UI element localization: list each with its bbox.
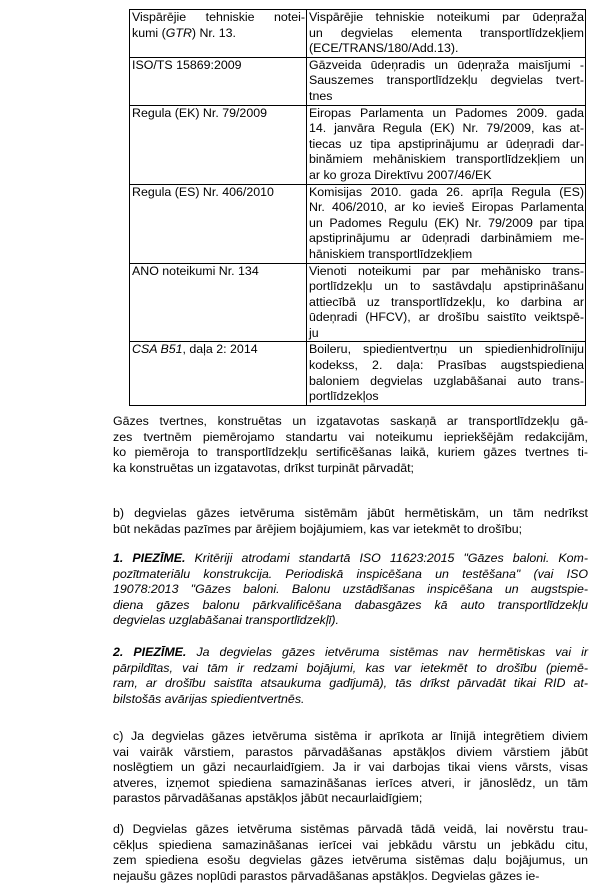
reference-description-line: ar ko groza Direktīvu 2007/46/EK	[309, 167, 492, 182]
table-row	[130, 263, 586, 342]
paragraph-line: Gāzes tvertnes, konstruētas un izgatavotas saskaņā ar transportlīdzekļu gā-	[113, 414, 588, 428]
reference-description-line: Gāzveida ūdeņradis un ūdeņraža maisījumi -	[309, 57, 584, 72]
paragraph-line: pozītmateriālu konstrukcija. Periodiskā inspicēšana un testēšana" (vai ISO	[113, 566, 588, 581]
paragraph-line: pārpildītas, vai tām ir redzami bojājumi, kas var ietekmēt to drošību (piemē-	[113, 660, 588, 675]
reference-id-line: Regula (ES) Nr. 406/2010	[132, 184, 274, 199]
reference-description-line: apstiprinājumu ar ūdeņradi darbināmiem me-	[309, 231, 584, 246]
paragraph-line: būt nekādas pazīmes par ārējiem bojājumiem, kas var ietekmēt to drošību;	[113, 521, 523, 536]
paragraph-line: Kritēriji atrodami standartā ISO 11623:2015 "Gāzes baloni. Kom-	[194, 551, 588, 565]
table-row	[130, 342, 586, 405]
paragraph-line: cēkļus spiediena samazināšanas ierīcei vai jebkādu vārstu un jebkādu citu,	[113, 837, 588, 852]
note-paragraph	[113, 645, 588, 707]
reference-description-line: 14. janvāra Regula (EK) Nr. 79/2009, kas at-	[309, 121, 584, 136]
paragraph-line: zem spiediena esošu degvielas gāzes ietvēruma sistēmas daļu bojājumus, un	[113, 853, 588, 868]
paragraph-line: d) Degvielas gāzes ietvēruma sistēmas pārvadā tādā veidā, lai novērstu trau-	[113, 822, 588, 836]
reference-description-cell	[307, 342, 586, 405]
reference-id-line: kumi (GTR) Nr. 13.	[132, 25, 236, 40]
reference-id-line: Regula (EK) Nr. 79/2009	[132, 105, 267, 120]
reference-id-cell	[130, 10, 307, 58]
paragraph-line: atveres, izņemot spiediena samazināšanas ierīces atveri, ir jānoslēdz, un tām	[113, 775, 588, 790]
reference-description-line: Komisijas 2010. gada 26. aprīļa Regula (ES)	[309, 184, 584, 199]
paragraph-line: zes tvertnēm piemērojamo standartu vai noteikumu iepriekšējām redakcijām,	[113, 429, 588, 444]
reference-description-line: Nr. 406/2010, ar ko ievieš Eiropas Parlamenta	[309, 200, 584, 215]
note-label: 2. PIEZĪME.	[113, 645, 187, 659]
body-paragraph	[113, 822, 588, 884]
reference-description-line: Sauszemes transportlīdzekļu degvielas tvert-	[309, 73, 584, 88]
paragraph-line: vai vairāk vārstiem, parastos pārvadāšanas apstākļos diviem vārstiem jābūt	[113, 744, 588, 759]
paragraph-line: parastos pārvadāšanas apstākļos jābūt necaurlaidīgiem;	[113, 791, 423, 806]
paragraph-line: diena gāzes balonu pārkvalificēšana dabasgāzes kā auto transportlīdzekļu	[113, 597, 588, 612]
reference-description-cell	[307, 105, 586, 184]
reference-id-cell	[130, 105, 307, 184]
reference-id-cell	[130, 57, 307, 105]
reference-description-line: tnes	[309, 88, 333, 103]
reference-description-line: portlīdzekļos	[309, 389, 379, 404]
reference-description-line: attiecībā uz transportlīdzekļu, ko darbina ar	[309, 294, 584, 309]
reference-description-line: un degvielas elementa transportlīdzekļiem	[309, 25, 584, 40]
reference-description-line: Boileru, spiedientvertņu un spiedienhidrolīniju	[309, 342, 584, 357]
paragraph-line: 19078:2013 "Gāzes baloni. Balonu uzstādīšanas inspicēšana un augstspie-	[113, 582, 588, 597]
table-row	[130, 10, 586, 58]
table-row	[130, 184, 586, 263]
reference-description-line: Vispārējie tehniskie noteikumi par ūdeņraža	[309, 10, 584, 24]
body-paragraph	[113, 506, 588, 537]
paragraph-line: ko piemēroja to transportlīdzekļu sertificēšanas laikā, kuriem gāzes tvertnes ti-	[113, 445, 588, 460]
body-paragraph	[113, 414, 588, 476]
reference-description-line: ju	[309, 325, 319, 340]
reference-description-line: hāniskiem transportlīdzekļiem	[309, 246, 473, 261]
reference-description-cell	[307, 57, 586, 105]
paragraph-line: noslēgtiem un gāzi necaurlaidīgiem. Ja ir vai darbojas tikai viens vārsts, visas	[113, 760, 588, 775]
paragraph-line: ka konstruētas un izgatavotas, drīkst turpināt pārvadāt;	[113, 460, 414, 475]
reference-description-line: Eiropas Parlamenta un Padomes 2009. gada	[309, 105, 584, 120]
reference-description-line: ūdeņradi (HFCV), ar drošību saistīto veiktspē-	[309, 310, 584, 325]
paragraph-line: ram, ar drošību saistīta atsaukuma gadījumā), tās drīkst pārvadāt tikai RID at-	[113, 676, 588, 691]
reference-id-line: Vispārējie tehniskie notei-	[132, 10, 305, 24]
reference-description-line: binămiem mehāniskiem transportlīdzekļiem un	[309, 152, 584, 167]
reference-id-cell	[130, 342, 307, 405]
reference-id-line: CSA B51, daļa 2: 2014	[132, 342, 258, 357]
body-paragraph	[113, 729, 588, 807]
paragraph-line: bilstošās avārijas spiedientvertnēs.	[113, 691, 305, 706]
reference-description-line: baloniem degvielas uzglabāšanai auto trans-	[309, 373, 584, 388]
reference-id-line: ANO noteikumi Nr. 134	[132, 263, 259, 278]
paragraph-line: Ja degvielas gāzes ietvēruma sistēmas nav hermētiskas vai ir	[196, 645, 588, 659]
table-row	[130, 57, 586, 105]
paragraph-line: c) Ja degvielas gāzes ietvēruma sistēma ir aprīkota ar līnijā integrētiem diviem	[113, 729, 588, 743]
paragraph-line: b) degvielas gāzes ietvēruma sistēmām jābūt hermētiskām, un tām nedrīkst	[113, 506, 588, 520]
reference-table	[129, 9, 586, 406]
paragraph-line: degvielas uzglabāšanai transportlīdzekļī).	[113, 613, 339, 628]
reference-description-cell	[307, 10, 586, 58]
note-label: 1. PIEZĪME.	[113, 551, 186, 565]
reference-description-line: kodekss, 2. daļa: Prasības augstspiediena	[309, 358, 584, 373]
reference-description-line: un Padomes Regulu (EK) Nr. 79/2009 par tipa	[309, 215, 584, 230]
paragraph-line: nejaušu gāzes noplūdi parastos pārvadāšanas apstākļos. Degvielas gāzes ie-	[113, 868, 540, 883]
reference-id-line: ISO/TS 15869:2009	[132, 57, 242, 72]
reference-description-line: (ECE/TRANS/180/Add.13).	[309, 41, 459, 56]
reference-description-cell	[307, 263, 586, 342]
note-paragraph	[113, 551, 588, 629]
reference-description-cell	[307, 184, 586, 263]
reference-description-line: portlīdzekļu un to sastāvdaļu apstiprināšanu	[309, 279, 584, 294]
reference-id-cell	[130, 263, 307, 342]
reference-description-line: tiecas uz tipa apstiprinājumu ar ūdeņradi dar-	[309, 136, 584, 151]
table-row	[130, 105, 586, 184]
reference-id-cell	[130, 184, 307, 263]
reference-description-line: Vienoti noteikumi par par mehānisko trans-	[309, 263, 584, 278]
